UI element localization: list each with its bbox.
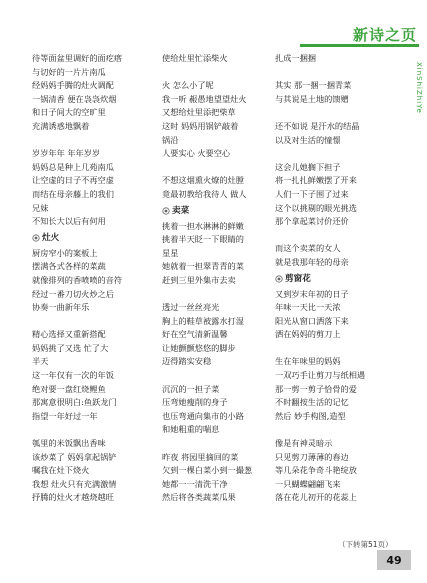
stanza [162, 451, 270, 505]
page-number: 49 [377, 550, 411, 570]
poem-line: 不时翻按生活的记忆 [275, 397, 349, 408]
poem-line: 沉沉的一担子菜 [162, 383, 220, 394]
poem-line: 又到岁末年初的日子 [275, 288, 349, 299]
flower-bullet-icon [275, 275, 283, 283]
section-title-jianchuanghua [275, 270, 405, 288]
poem-line: 挑着半天眨一下眼睛的 [162, 234, 244, 245]
stanza [32, 247, 154, 315]
poem-line: 也压弯通向集市的小路 [162, 410, 244, 421]
poem-line: 阳光从窗口洒落下来 [275, 315, 349, 326]
poem-line: 锅沿 [162, 134, 179, 145]
poem-line: 待等面盆里调好的面疙瘩 [32, 53, 123, 63]
poem-line: 透过一丝丝亮光 [162, 302, 220, 313]
poem-line: 精心选择又重新搭配 [32, 329, 106, 340]
stanza [162, 52, 270, 66]
poem-line: 然后 妙手构图,造型 [275, 410, 346, 421]
poem-line: 半天 [32, 356, 49, 367]
poem-line: 赶到三里外集市去卖 [162, 274, 236, 285]
poem-line: 与其说是土地的馈赠 [275, 93, 349, 104]
poem-line: 嘱我在灶下烧火 [32, 465, 90, 476]
flower-bullet-icon [162, 207, 170, 215]
poem-line: 协奏一曲新年乐 [32, 302, 90, 313]
poem-line: 这一年仅有一次的年饭 [32, 370, 114, 381]
poem-column-3 [275, 52, 405, 505]
section-title-text: 卖菜 [172, 205, 190, 216]
poem-line: 岁岁年年 年年岁岁 [32, 148, 101, 159]
poem-line: 星星 [162, 247, 179, 258]
poem-line: 那个拿起菜讨价还价 [275, 216, 349, 227]
poem-line: 让她颤颤悠悠的脚步 [162, 342, 236, 353]
stanza [32, 328, 154, 423]
poem-line: 不想这烟熏火燎的灶膛 [162, 175, 244, 186]
stanza [275, 355, 405, 423]
stanza [162, 174, 270, 201]
poem-line: 好在空气清新温馨 [162, 329, 228, 340]
poem-line: 人们一下子围了过来 [275, 188, 349, 199]
poem-line: 像是有神灵暗示 [275, 438, 333, 449]
poem-line: 只见剪刀薄薄的春边 [275, 451, 349, 462]
stanza [275, 437, 405, 505]
poem-line: 竟最初教给我待人 做人 [162, 188, 247, 199]
side-pinyin: XinShiZhiYe [415, 62, 423, 114]
poem-line: 落在花儿初开的花蕊上 [275, 492, 357, 503]
flower-bullet-icon [32, 234, 40, 242]
poem-line: 就是我那年轻的母亲 [275, 256, 349, 267]
section-title-text: 剪窗花 [285, 273, 311, 284]
poem-line: 妈妈总是种上几苑南瓜 [32, 161, 114, 172]
poem-line: 胸上的鞋草被露水打湿 [162, 315, 244, 326]
poem-line: 以及对生活的憧憬 [275, 134, 341, 145]
poem-line: 一只蝴蝶翩翩飞来 [275, 478, 341, 489]
poem-line: 她都一一清洗干净 [162, 478, 228, 489]
stanza [162, 383, 270, 437]
poem-column-1 [32, 52, 154, 505]
stanza [32, 437, 154, 505]
poem-line: 一双巧手让剪刀与纸相遇 [275, 370, 366, 381]
poem-line: 妈妈挑了又选 忙了大 [32, 342, 109, 353]
poem-line: 昨夜 将园里摘回的菜 [162, 451, 239, 462]
poem-line: 与切好的一片片南瓜 [32, 66, 106, 77]
stanza [162, 220, 270, 288]
stanza [275, 161, 405, 229]
section-title-text: 灶火 [42, 232, 60, 243]
poem-column-2 [162, 52, 270, 505]
poem-line: 抒腾的灶火才越烧越旺 [32, 492, 114, 503]
poem-line: 然后将各类蔬菜瓜果 [162, 492, 236, 503]
continued-note: （下转第51页） [338, 540, 393, 549]
stanza [275, 120, 405, 147]
poem-line: 这个以挑剔的眼光挑选 [275, 202, 357, 213]
poem-line: 迈得踏实安稳 [162, 356, 212, 367]
poem-line: 我一听 赧愚地望望灶火 [162, 93, 247, 104]
header-title: 新诗之页 [352, 26, 417, 44]
stanza [275, 52, 405, 66]
section-title-maicai [162, 202, 270, 220]
poem-line: 欠到一棵白菜小到一撮葱 [162, 465, 253, 476]
poem-line: 挑着一担水淋淋的鲜嫩 [162, 220, 244, 231]
poem-line: 还不如说 是汗水的结晶 [275, 120, 360, 131]
poem-line: 充满诱惑地飘着 [32, 120, 90, 131]
poem-line: 绝对要一盘红烧鲤鱼 [32, 383, 106, 394]
poem-line: 该炒菜了 妈妈拿起锅铲 [32, 451, 117, 462]
poem-line: 瓠里的米饭飘出香味 [32, 438, 106, 449]
poem-line: 她就着一担翠青青的菜 [162, 261, 244, 272]
poem-line: 等几朵花争奇斗艳绽放 [275, 465, 357, 476]
poem-line: 摆满各式各样的菜蔬 [32, 261, 106, 272]
poem-line: 而这个卖菜的女人 [275, 243, 341, 254]
poem-line: 兄妹 [32, 202, 49, 213]
poem-line: 那寓意很明白:鱼跃龙门 [32, 397, 117, 408]
poem-line: 洒在妈妈的剪刀上 [275, 329, 341, 340]
poem-line: 年味一天比一天浓 [275, 302, 341, 313]
stanza [32, 52, 154, 134]
poem-line: 我想 灶火只有充满激情 [32, 478, 117, 489]
section-title-zaohuo [32, 229, 154, 247]
stanza [32, 147, 154, 229]
poem-line: 而结在母亲藤上的我们 [32, 188, 114, 199]
poem-line: 人要实心 火要空心 [162, 148, 231, 159]
stanza [275, 288, 405, 342]
stanza [275, 79, 405, 106]
poem-line: 让空虚的日子不再空虚 [32, 175, 114, 186]
poem-line: 压弯她瘦削的身子 [162, 397, 228, 408]
poem-line: 那一剪一剪子恰骨的爱 [275, 383, 357, 394]
poem-line: 厨房窄小的案板上 [32, 247, 98, 258]
poem-line: 火 怎么小了呢 [162, 80, 214, 91]
poem-line: 将一扎扎鲜嫩摆了开来 [275, 175, 357, 186]
poem-line: 经妈妈手腾的灶火调配 [32, 80, 114, 91]
stanza [162, 301, 270, 369]
poem-line: 经过一番刀切火炒之后 [32, 288, 114, 299]
poem-line: 其实 那一捆一捆青菜 [275, 80, 352, 91]
poem-line: 就像排列的香喷喷的音符 [32, 274, 123, 285]
poem-line: 这会儿她搁下担子 [275, 161, 341, 172]
poem-line: 指望一年好过一年 [32, 410, 98, 421]
stanza [275, 242, 405, 269]
poem-line: 生在年味里的妈妈 [275, 356, 341, 367]
poem-line: 使给灶里忙添柴火 [162, 53, 228, 63]
poem-line: 又想给灶里添把柴草 [162, 107, 236, 118]
poem-line: 一锅清香 便在袅袅炊烟 [32, 93, 117, 104]
poem-line: 和日子间大的空旷里 [32, 107, 106, 118]
stanza [162, 79, 270, 161]
poem-line: 和她粗重的喘息 [162, 424, 220, 435]
header-rule [300, 44, 419, 47]
poem-line: 不知长大以后有何用 [32, 216, 106, 227]
poem-line: 这时 妈妈用锅铲敲着 [162, 120, 239, 131]
poem-line: 扎成一捆捆 [275, 53, 316, 63]
